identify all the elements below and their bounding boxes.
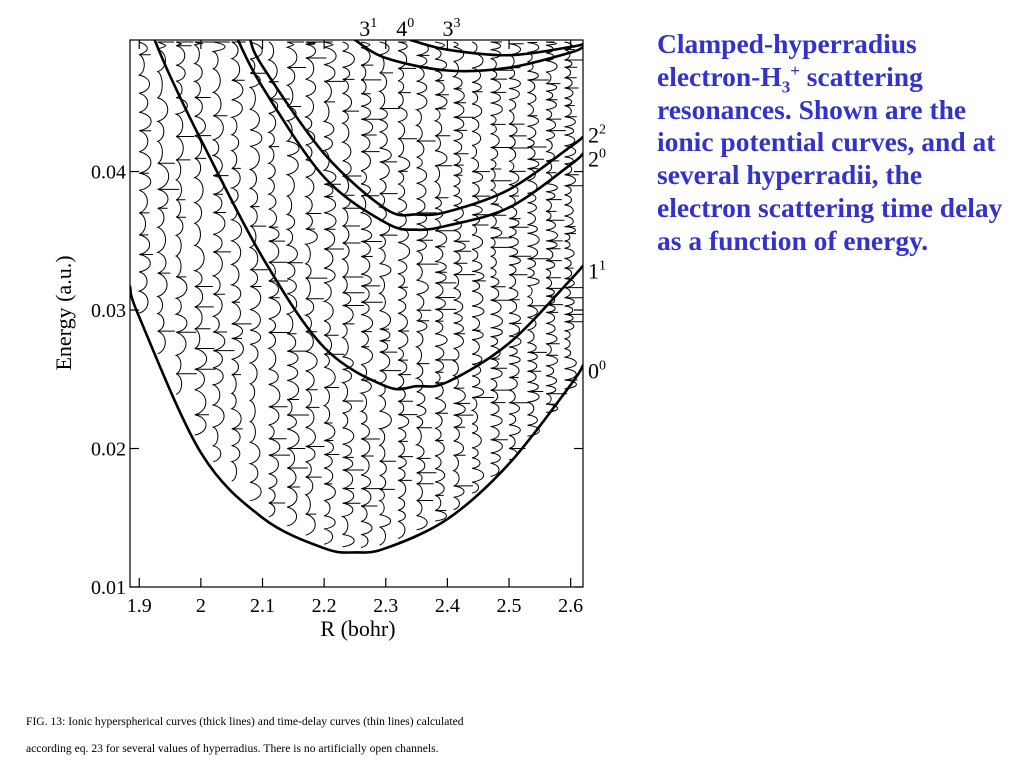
time-delay-curve xyxy=(528,43,550,437)
time-delay-curve xyxy=(343,42,365,547)
y-axis-label: Energy (a.u.) xyxy=(51,255,76,371)
time-delay-curve xyxy=(139,42,153,313)
time-delay-curve xyxy=(491,42,513,476)
caption-line-1: FIG. 13: Ionic hyperspherical curves (thick lines) and time-delay curves (thin lines) calculated xyxy=(26,715,464,728)
curve-label-1-1: $1^1$ xyxy=(588,258,606,284)
time-delay-curve xyxy=(232,42,252,481)
x-tick-label: 2 xyxy=(195,595,206,617)
description-subscript: 3 xyxy=(781,77,791,97)
y-tick-label: 0.03 xyxy=(91,300,126,323)
time-delay-curve xyxy=(435,42,456,521)
description-superscript: + xyxy=(790,60,800,80)
time-delay-curve xyxy=(398,42,417,538)
curve-label-0-0: $0^0$ xyxy=(588,358,606,384)
time-delay-curve xyxy=(361,42,383,548)
x-tick-label: 2.1 xyxy=(250,595,276,617)
axis-ticks xyxy=(91,40,583,617)
caption-line-2: according eq. 23 for several values of hyperradius. There is no artificially open channels. xyxy=(26,742,439,755)
figure-caption xyxy=(26,708,626,762)
time-delay-curve xyxy=(324,42,345,544)
x-tick-label: 2.5 xyxy=(496,595,522,617)
time-delay-curve xyxy=(546,42,567,412)
top-label-3-1: $3^1$ xyxy=(359,16,378,41)
x-tick-label: 2.4 xyxy=(434,595,460,617)
x-tick-label: 2.6 xyxy=(558,595,584,617)
y-tick-label: 0.02 xyxy=(91,438,126,461)
time-delay-curve xyxy=(509,44,531,460)
plot-frame xyxy=(130,40,583,587)
description-text xyxy=(657,28,1007,258)
potential-curve-0-0 xyxy=(130,287,583,553)
top-label-4-0: $4^0$ xyxy=(396,16,415,41)
time-delay-curve xyxy=(454,42,476,510)
curve-label-2-2: $2^2$ xyxy=(588,122,606,148)
time-delay-curve xyxy=(417,42,439,530)
time-delay-curve xyxy=(380,42,401,545)
description-part1: Clamped-hyperradius electron-H xyxy=(657,28,917,92)
time-delay-curve xyxy=(195,42,216,435)
x-axis-label: R (bohr) xyxy=(320,616,396,641)
top-label-3-3: $3^3$ xyxy=(442,16,461,41)
time-delay-curve xyxy=(306,42,328,535)
description-part2: scattering resonances. Shown are the ionic potential curves, and at several hyperradii, the electron scattering time delay as a function of energy. xyxy=(657,60,1003,256)
x-tick-label: 2.3 xyxy=(373,595,399,617)
time-delay-curve xyxy=(287,42,309,526)
time-delay-curve xyxy=(250,42,268,500)
y-tick-label: 0.01 xyxy=(91,577,126,599)
y-tick-label: 0.04 xyxy=(91,161,126,184)
time-delay-curves xyxy=(139,42,585,548)
time-delay-curve xyxy=(472,42,494,493)
curve-label-2-0: $2^0$ xyxy=(588,146,606,172)
x-tick-label: 1.9 xyxy=(126,595,152,617)
time-delay-curve xyxy=(565,42,586,389)
x-tick-label: 2.2 xyxy=(311,595,337,617)
time-delay-curve xyxy=(213,42,234,462)
